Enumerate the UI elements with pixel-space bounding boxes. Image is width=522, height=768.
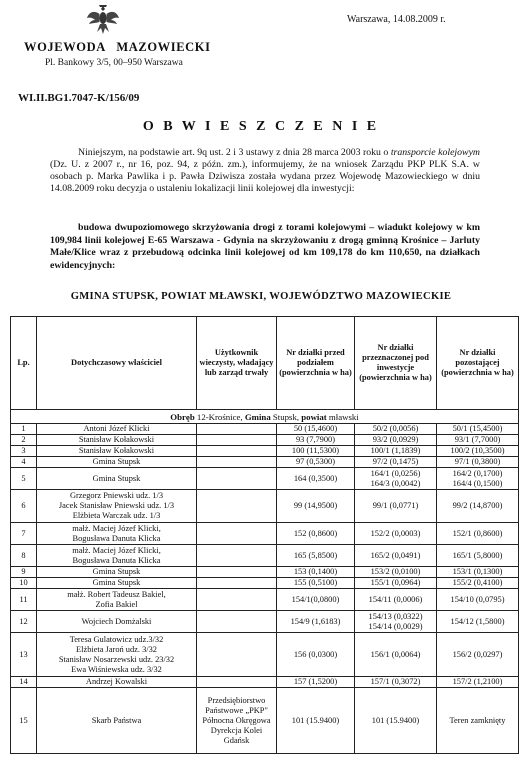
- cell-owner-line: Gmina Stupsk: [92, 578, 141, 587]
- cell-parcel-before: [277, 523, 355, 545]
- cell-parcel-before-line: 152 (0,8600): [293, 528, 338, 538]
- cell-parcel-intended: [355, 567, 437, 578]
- table-row: [11, 468, 519, 490]
- cell-parcel-remaining: [437, 677, 519, 688]
- cell-parcel-intended: [355, 589, 437, 611]
- cell-parcel-before: [277, 424, 355, 435]
- cell-user: [197, 633, 277, 677]
- cell-user: [197, 468, 277, 490]
- cell-parcel-before: [277, 435, 355, 446]
- table-row: [11, 435, 519, 446]
- cell-owner-line: Stanisław Nosarzewski udz. 23/32: [58, 654, 175, 664]
- cell-owner-line: Gmina Stupsk: [92, 567, 141, 576]
- cell-lp: 9: [11, 567, 37, 578]
- cell-lp: 15: [11, 688, 37, 754]
- cell-parcel-before-line: 153 (0,1400): [293, 567, 338, 576]
- gmina-label: Gmina: [244, 411, 271, 422]
- cell-parcel-remaining: [437, 545, 519, 567]
- table-row: [11, 523, 519, 545]
- powiat-value: mławski: [326, 411, 359, 422]
- cell-owner-line: małż. Maciej Józef Klicki,: [72, 523, 161, 533]
- cell-parcel-intended-line: 97/2 (0,1475): [372, 457, 419, 466]
- cell-parcel-remaining-line: 152/1 (0,8600): [452, 528, 503, 538]
- cell-user: [197, 457, 277, 468]
- cell-user: [197, 446, 277, 457]
- cell-owner-line: Antoni Józef Klicki: [83, 424, 150, 433]
- cell-parcel-before-line: 165 (5,8500): [293, 550, 338, 560]
- cell-parcel-remaining-line: 50/1 (15,4500): [452, 424, 503, 433]
- cell-owner-line: Gmina Stupsk: [92, 457, 141, 466]
- table-row: [11, 688, 519, 754]
- cell-owner-line: Elżbieta Warczak udz. 1/3: [72, 511, 161, 520]
- cell-parcel-before-line: 93 (7,7900): [295, 435, 336, 444]
- cell-user: [197, 545, 277, 567]
- cell-parcel-before: [277, 567, 355, 578]
- cell-parcel-remaining-line: 164/4 (0,1500): [452, 478, 503, 488]
- cell-owner: [37, 589, 197, 611]
- table-row: [11, 424, 519, 435]
- cell-parcel-remaining: [437, 523, 519, 545]
- cell-parcel-intended: [355, 611, 437, 633]
- table-row: [11, 633, 519, 677]
- cell-owner: [37, 523, 197, 545]
- cell-parcel-before-line: 100 (11,5300): [291, 446, 340, 455]
- cell-parcel-before-line: 50 (15,4600): [293, 424, 338, 433]
- header-parcel-before: Nr działki przed podziałem (powierzchnia w ha): [277, 317, 355, 410]
- cell-parcel-remaining-line: 153/1 (0,1300): [452, 567, 503, 576]
- cell-parcel-intended-line: 154/13 (0,0322): [368, 611, 423, 621]
- cell-parcel-intended-line: 152/2 (0,0003): [370, 528, 421, 538]
- cell-owner: [37, 633, 197, 677]
- cell-lp: 11: [11, 589, 37, 611]
- gmina-heading: GMINA STUPSK, POWIAT MŁAWSKI, WOJEWÓDZTWO MAZOWIECKIE: [70, 291, 452, 302]
- cell-parcel-before-line: 156 (0,0300): [293, 649, 338, 659]
- cell-owner-line: małż. Maciej Józef Klicki,: [72, 545, 161, 555]
- cell-parcel-before: [277, 633, 355, 677]
- cell-parcel-before-line: 154/9 (1,6183): [290, 616, 341, 626]
- intro-text-2: (Dz. U. z 2007 r., nr 16, poz. 94, z późn. zm.), informujemy, że na wniosek Zarządu PKP PLK S.A. w osobach p. Marka Pawlika i p. Pawła Dziwisza została wydana przez Wojewodę Mazowieckiego w dniu 14.08.2009 roku decyzja o ustaleniu lokalizacji linii kolejowej dla inwestycji:: [50, 159, 480, 194]
- document-title: O B W I E S Z C Z E N I E: [142, 119, 380, 134]
- cell-parcel-before: [277, 578, 355, 589]
- cell-parcel-intended-line: 165/2 (0,0491): [370, 550, 421, 560]
- cell-parcel-remaining: [437, 457, 519, 468]
- cell-parcel-intended: [355, 633, 437, 677]
- cell-parcel-intended: [355, 523, 437, 545]
- cell-parcel-intended: [355, 545, 437, 567]
- document-date: Warszawa, 14.08.2009 r.: [347, 14, 446, 25]
- cell-parcel-intended-line: 99/1 (0,0771): [372, 501, 419, 510]
- cell-parcel-remaining-line: 164/2 (0,1700): [452, 468, 503, 478]
- office-name: WOJEWODA MAZOWIECKI: [24, 40, 211, 54]
- cell-parcel-intended-line: 164/3 (0,0042): [370, 478, 421, 488]
- intro-paragraph: [50, 147, 480, 195]
- parcel-table: [10, 316, 519, 754]
- cell-parcel-remaining-line: 100/2 (10,3500): [450, 446, 505, 455]
- table-row: [11, 446, 519, 457]
- cell-lp: 12: [11, 611, 37, 633]
- cell-owner: [37, 545, 197, 567]
- cell-lp: 5: [11, 468, 37, 490]
- cell-parcel-before: [277, 446, 355, 457]
- cell-owner: [37, 490, 197, 523]
- cell-parcel-intended-line: 164/1 (0,0256): [370, 468, 421, 478]
- cell-parcel-intended: [355, 677, 437, 688]
- cell-owner-line: Zofia Bakiel: [95, 599, 138, 609]
- cell-lp: 4: [11, 457, 37, 468]
- cell-parcel-remaining-line: 155/2 (0,4100): [452, 578, 503, 587]
- cell-parcel-intended: [355, 435, 437, 446]
- cell-parcel-intended-line: 93/2 (0,0929): [372, 435, 419, 444]
- cell-parcel-remaining: [437, 589, 519, 611]
- table-row: [11, 545, 519, 567]
- cell-user: [197, 523, 277, 545]
- cell-parcel-remaining: [437, 688, 519, 754]
- cell-owner-line: Elżbieta Jaroń udz. 3/32: [76, 644, 157, 654]
- cell-owner: [37, 567, 197, 578]
- header-owner: Dotychczasowy właściciel: [37, 317, 197, 410]
- cell-user: [197, 611, 277, 633]
- cell-parcel-remaining-line: Teren zamknięty: [449, 715, 506, 725]
- table-row: [11, 567, 519, 578]
- cell-parcel-intended: [355, 688, 437, 754]
- cell-owner-line: Wojciech Domżalski: [81, 616, 152, 626]
- cell-parcel-intended: [355, 457, 437, 468]
- cell-owner: [37, 446, 197, 457]
- cell-parcel-remaining-line: 154/10 (0,0795): [450, 594, 505, 604]
- cell-lp: 6: [11, 490, 37, 523]
- cell-parcel-remaining-line: 99/2 (14,8700): [452, 501, 503, 510]
- table-row: [11, 578, 519, 589]
- cell-parcel-before-line: 97 (0,5300): [295, 457, 336, 466]
- office-address: Pl. Bankowy 3/5, 00–950 Warszawa: [45, 58, 183, 68]
- cell-owner-line: Stanisław Kołakowski: [78, 435, 155, 444]
- cell-parcel-remaining-line: 156/2 (0,0297): [452, 649, 503, 659]
- cell-parcel-remaining: [437, 435, 519, 446]
- cell-owner: [37, 424, 197, 435]
- cell-parcel-intended: [355, 490, 437, 523]
- obreb-value: 12-Krośnice,: [194, 411, 245, 422]
- cell-owner-line: Ewa Wiśniewska udz. 3/32: [71, 664, 162, 674]
- cell-parcel-remaining-line: 154/12 (1,5800): [450, 616, 505, 626]
- cell-parcel-remaining: [437, 490, 519, 523]
- cell-owner-line: Andrzej Kowalski: [85, 677, 148, 686]
- cell-lp: 13: [11, 633, 37, 677]
- cell-parcel-remaining-line: 93/1 (7,7000): [454, 435, 501, 444]
- table-header-row: [11, 317, 519, 410]
- cell-parcel-intended: [355, 468, 437, 490]
- cell-owner: [37, 468, 197, 490]
- cell-parcel-remaining-line: 157/2 (1,2100): [452, 677, 503, 686]
- cell-parcel-intended: [355, 424, 437, 435]
- reference-number: WI.II.BG1.7047-K/156/09: [18, 92, 140, 104]
- powiat-label: powiat: [301, 411, 327, 422]
- table-row: [11, 611, 519, 633]
- cell-user: [197, 490, 277, 523]
- cell-owner: [37, 611, 197, 633]
- cell-owner-line: Stanisław Kołakowski: [78, 446, 155, 455]
- table-row: [11, 457, 519, 468]
- cell-parcel-before-line: 154/1(0,0800): [291, 594, 340, 604]
- cell-parcel-intended: [355, 446, 437, 457]
- cell-owner-line: Jacek Stanisław Pniewski udz. 1/3: [58, 501, 175, 510]
- cell-parcel-intended-line: 153/2 (0,0100): [370, 567, 421, 576]
- cell-lp: 1: [11, 424, 37, 435]
- cell-lp: 3: [11, 446, 37, 457]
- cell-parcel-remaining: [437, 567, 519, 578]
- cell-owner-line: Gmina Stupsk: [92, 473, 141, 483]
- table-row: [11, 490, 519, 523]
- cell-user: [197, 567, 277, 578]
- table-row: [11, 589, 519, 611]
- cell-parcel-remaining-line: 165/1 (5,8000): [452, 550, 503, 560]
- intro-italic-text: transporcie kolejowym: [390, 147, 480, 158]
- cell-owner-line: Teresa Gulatowicz udz.3/32: [69, 634, 164, 644]
- cell-user: [197, 435, 277, 446]
- cell-parcel-remaining-line: 97/1 (0,3800): [454, 457, 501, 466]
- cell-parcel-intended-line: 156/1 (0,0064): [370, 649, 421, 659]
- cell-user: [197, 677, 277, 688]
- cell-lp: 10: [11, 578, 37, 589]
- cell-parcel-remaining: [437, 424, 519, 435]
- header-parcel-remaining: Nr działki pozostającej (powierzchnia w ha): [437, 317, 519, 410]
- header-lp: Lp.: [11, 317, 37, 410]
- cell-parcel-before-line: 155 (0,5100): [293, 578, 338, 587]
- cell-owner: [37, 578, 197, 589]
- cell-lp: 7: [11, 523, 37, 545]
- cell-parcel-remaining: [437, 633, 519, 677]
- table-row: [11, 677, 519, 688]
- cell-parcel-before: [277, 688, 355, 754]
- cell-parcel-before: [277, 457, 355, 468]
- cell-owner-line: Bogusława Danuta Klicka: [72, 533, 161, 543]
- cell-parcel-before: [277, 545, 355, 567]
- polish-eagle-emblem-icon: [85, 2, 121, 38]
- cell-parcel-remaining: [437, 446, 519, 457]
- cell-parcel-remaining: [437, 578, 519, 589]
- cell-parcel-intended: [355, 578, 437, 589]
- obreb-row: [11, 410, 519, 424]
- intro-text-1: Niniejszym, na podstawie art. 9q ust. 2 i 3 ustawy z dnia 28 marca 2003 roku o: [78, 147, 391, 158]
- cell-parcel-before: [277, 677, 355, 688]
- cell-parcel-before-line: 157 (1,5200): [293, 677, 338, 686]
- cell-owner-line: małż. Robert Tadeusz Bakiel,: [67, 589, 166, 599]
- cell-user: [197, 578, 277, 589]
- gmina-value: Stupsk,: [270, 411, 302, 422]
- cell-parcel-before: [277, 589, 355, 611]
- cell-owner: [37, 688, 197, 754]
- cell-owner-line: Bogusława Danuta Klicka: [72, 555, 161, 565]
- cell-parcel-intended-line: 155/1 (0,0964): [370, 578, 421, 587]
- cell-parcel-before-line: 99 (14,9500): [293, 501, 338, 510]
- investment-description: budowa dwupoziomowego skrzyżowania drogi z torami kolejowymi – wiadukt kolejowy w km 109,984 linii kolejowej E-65 Warszawa - Gdynia na skrzyżowaniu z drogą gminną Krośnice – Jarluty Małe/Klice wraz z przebudową odcinka linii kolejowej od km 109,178 do km 110,650, na działkach ewidencyjnych:: [50, 222, 480, 271]
- cell-owner: [37, 435, 197, 446]
- cell-owner-line: Skarb Państwa: [91, 715, 142, 725]
- cell-parcel-intended-line: 154/11 (0,0006): [368, 594, 423, 604]
- cell-owner: [37, 457, 197, 468]
- cell-owner-line: Grzegorz Pniewski udz. 1/3: [69, 491, 164, 500]
- cell-parcel-before: [277, 468, 355, 490]
- cell-parcel-intended-line: 100/1 (1,1839): [370, 446, 421, 455]
- cell-lp: 8: [11, 545, 37, 567]
- cell-parcel-before: [277, 490, 355, 523]
- cell-parcel-remaining: [437, 611, 519, 633]
- cell-user: Przedsiębiorstwo Państwowe „PKP" Północna Okręgowa Dyrekcja Kolei Gdańsk: [197, 688, 277, 754]
- cell-lp: 14: [11, 677, 37, 688]
- cell-parcel-remaining: [437, 468, 519, 490]
- cell-parcel-intended-line: 154/14 (0,0029): [368, 621, 423, 631]
- cell-parcel-before: [277, 611, 355, 633]
- cell-lp: 2: [11, 435, 37, 446]
- header-user: Użytkownik wieczysty, władający lub zarząd trwały: [197, 317, 277, 410]
- cell-user: [197, 589, 277, 611]
- cell-owner: [37, 677, 197, 688]
- header-parcel-intended: Nr działki przeznaczonej pod inwestycje (powierzchnia w ha): [355, 317, 437, 410]
- cell-parcel-intended-line: 101 (15.9400): [371, 715, 420, 725]
- obreb-cell: [11, 410, 519, 424]
- cell-user: [197, 424, 277, 435]
- cell-parcel-before-line: 164 (0,3500): [293, 473, 338, 483]
- obreb-label: Obręb: [170, 411, 195, 422]
- cell-parcel-intended-line: 50/2 (0,0056): [372, 424, 419, 433]
- cell-parcel-before-line: 101 (15.9400): [291, 715, 340, 725]
- cell-parcel-intended-line: 157/1 (0,3072): [370, 677, 421, 686]
